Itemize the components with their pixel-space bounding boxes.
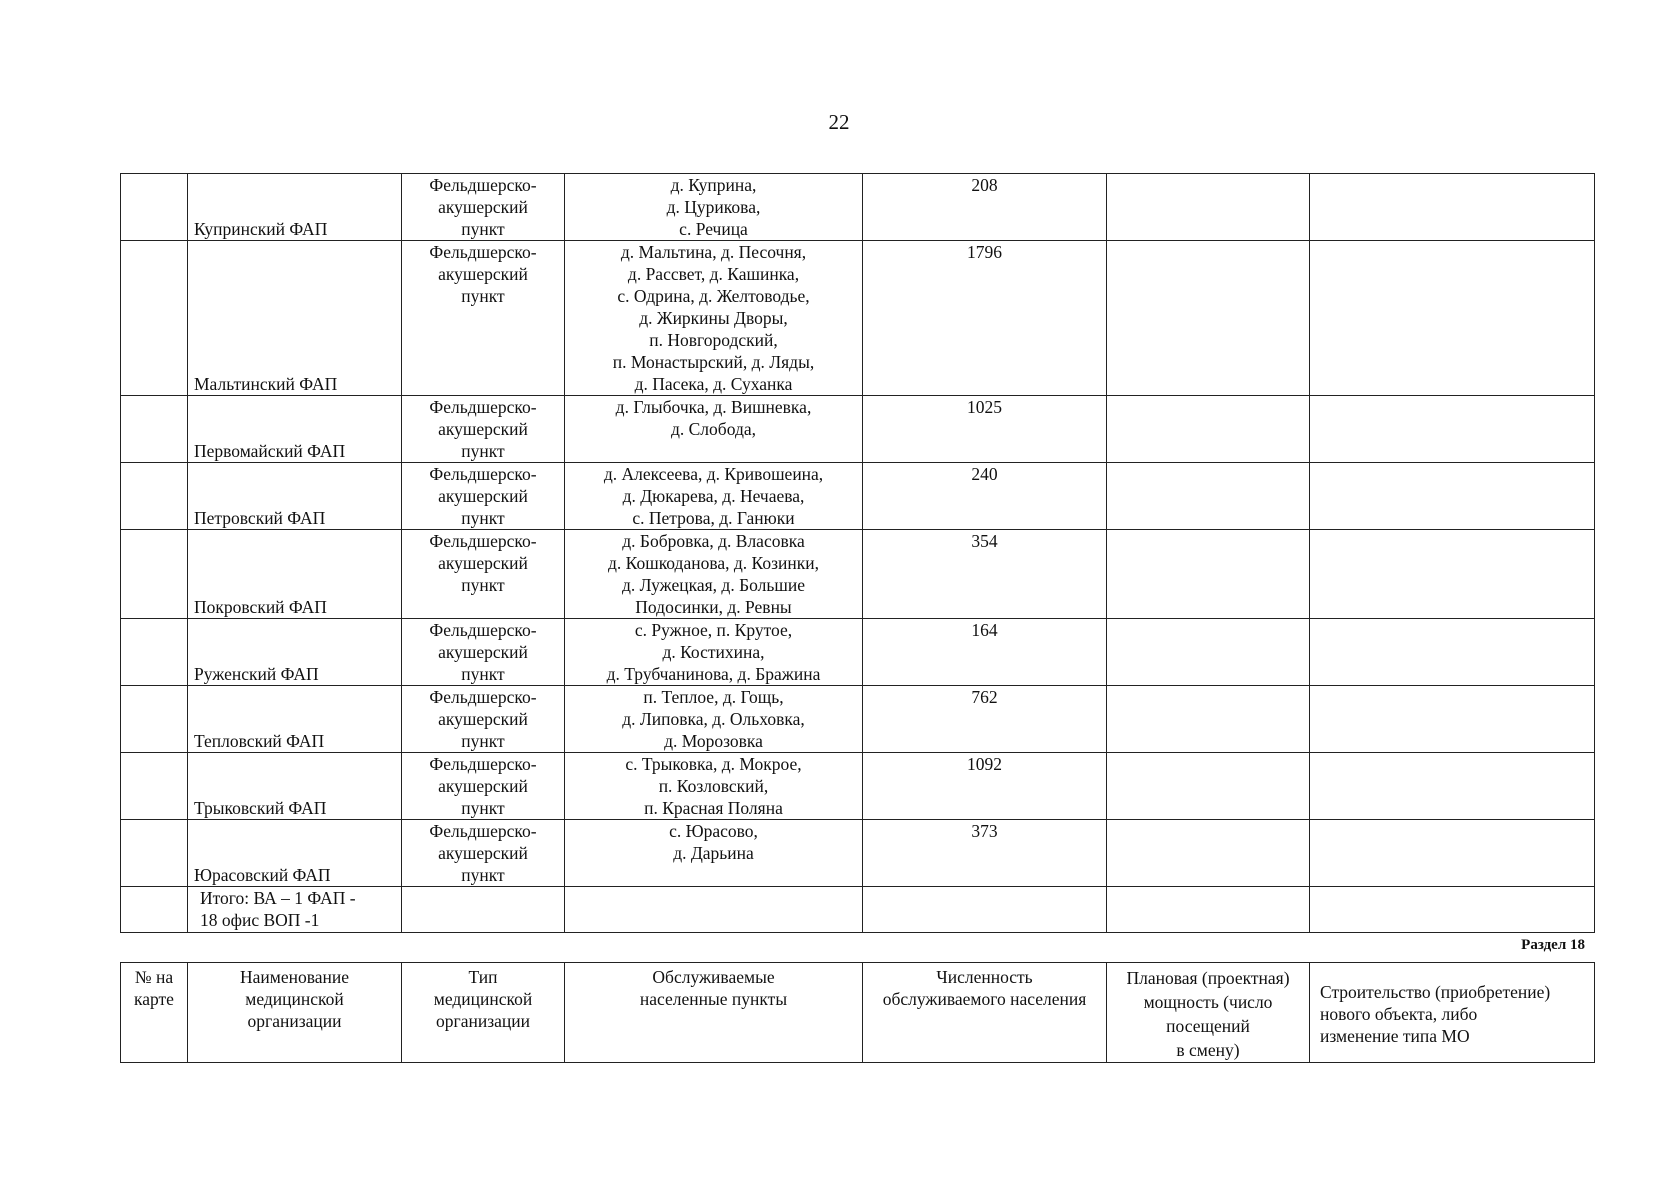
- capacity-cell: [1107, 530, 1310, 619]
- cell-line: д. Жиркины Дворы,: [639, 308, 788, 328]
- map-number-cell: [121, 463, 188, 530]
- cell-line: п. Козловский,: [658, 776, 769, 796]
- served-places-cell: [565, 753, 863, 820]
- table-row: [121, 820, 1595, 887]
- construction-cell: [1310, 530, 1595, 619]
- served-places-cell: [565, 396, 863, 463]
- table-row: [121, 396, 1595, 463]
- table-row: [121, 686, 1595, 753]
- total-empty-cell: [402, 887, 565, 933]
- cell-line: пункт: [461, 441, 505, 461]
- facility-name-cell: Первомайский ФАП: [188, 396, 402, 463]
- cell-line: акушерский: [438, 419, 528, 439]
- table-row: [121, 174, 1595, 241]
- cell-line: Строительство (приобретение): [1320, 982, 1551, 1002]
- facility-name-cell: Тепловский ФАП: [188, 686, 402, 753]
- cell-line: пункт: [461, 865, 505, 885]
- facility-type-cell: [402, 463, 565, 530]
- population-cell: 1025: [863, 396, 1107, 463]
- cell-line: Фельдшерско-: [429, 687, 537, 707]
- table-row: [121, 241, 1595, 396]
- cell-line: Фельдшерско-: [429, 821, 537, 841]
- header-org-name: [188, 963, 402, 1063]
- cell-line: Фельдшерско-: [429, 242, 537, 262]
- capacity-cell: [1107, 174, 1310, 241]
- population-cell: 240: [863, 463, 1107, 530]
- page-number: 22: [828, 110, 850, 134]
- population-cell: 164: [863, 619, 1107, 686]
- cell-line: Фельдшерско-: [429, 464, 537, 484]
- header-construction: [1310, 963, 1595, 1063]
- cell-line: д. Рассвет, д. Кашинка,: [627, 264, 800, 284]
- cell-line: Плановая (проектная): [1126, 968, 1290, 988]
- construction-cell: [1310, 174, 1595, 241]
- capacity-cell: [1107, 463, 1310, 530]
- cell-line: изменение типа МО: [1320, 1026, 1470, 1046]
- cell-line: мощность (число: [1143, 992, 1273, 1012]
- capacity-cell: [1107, 396, 1310, 463]
- cell-line: с. Трыковка, д. Мокрое,: [625, 754, 802, 774]
- cell-line: Подосинки, д. Ревны: [635, 597, 792, 617]
- facility-name-cell: Юрасовский ФАП: [188, 820, 402, 887]
- capacity-cell: [1107, 820, 1310, 887]
- cell-line: Фельдшерско-: [429, 397, 537, 417]
- total-empty-cell: [1107, 887, 1310, 933]
- map-number-cell: [121, 619, 188, 686]
- cell-line: 18 офис ВОП -1: [200, 910, 320, 930]
- population-cell: 208: [863, 174, 1107, 241]
- cell-line: Численность: [936, 967, 1033, 987]
- cell-line: Фельдшерско-: [429, 531, 537, 551]
- map-number-cell: [121, 753, 188, 820]
- header-map-number: [121, 963, 188, 1063]
- header-planned-capacity: [1107, 963, 1310, 1063]
- cell-line: населенные пункты: [639, 989, 788, 1009]
- population-cell: 1796: [863, 241, 1107, 396]
- cell-line: акушерский: [438, 197, 528, 217]
- construction-cell: [1310, 820, 1595, 887]
- served-places-cell: [565, 686, 863, 753]
- facility-type-cell: [402, 530, 565, 619]
- cell-line: с. Ружное, п. Крутое,: [634, 620, 793, 640]
- cell-line: д. Бобровка, д. Власовка: [622, 531, 805, 551]
- total-empty-cell: [863, 887, 1107, 933]
- cell-line: пункт: [461, 286, 505, 306]
- facility-name-cell: Трыковский ФАП: [188, 753, 402, 820]
- total-row: [121, 887, 1595, 933]
- cell-line: карте: [134, 989, 174, 1009]
- cell-line: нового объекта, либо: [1320, 1004, 1478, 1024]
- cell-line: акушерский: [438, 553, 528, 573]
- cell-line: с. Речица: [679, 219, 748, 239]
- total-label-cell: [188, 887, 402, 933]
- cell-line: акушерский: [438, 843, 528, 863]
- map-number-cell: [121, 396, 188, 463]
- total-empty-cell: [121, 887, 188, 933]
- section-header-table: [120, 962, 1595, 1063]
- table-row: [121, 619, 1595, 686]
- cell-line: д. Дюкарева, д. Нечаева,: [622, 486, 805, 506]
- facility-type-cell: [402, 619, 565, 686]
- header-population: [863, 963, 1107, 1063]
- facility-type-cell: [402, 686, 565, 753]
- cell-line: п. Новгородский,: [649, 330, 778, 350]
- cell-line: пункт: [461, 798, 505, 818]
- cell-line: медицинской: [433, 989, 533, 1009]
- map-number-cell: [121, 686, 188, 753]
- cell-line: с. Одрина, д. Желтоводье,: [617, 286, 810, 306]
- header-org-type: [402, 963, 565, 1063]
- cell-line: д. Куприна,: [670, 175, 757, 195]
- cell-line: д. Дарьина: [673, 843, 754, 863]
- capacity-cell: [1107, 619, 1310, 686]
- construction-cell: [1310, 753, 1595, 820]
- cell-line: посещений: [1166, 1016, 1250, 1036]
- construction-cell: [1310, 396, 1595, 463]
- facility-type-cell: [402, 174, 565, 241]
- facility-name-cell: Руженский ФАП: [188, 619, 402, 686]
- cell-line: медицинской: [245, 989, 344, 1009]
- construction-cell: [1310, 619, 1595, 686]
- cell-line: д. Алексеева, д. Кривошеина,: [603, 464, 824, 484]
- facility-name-cell: Покровский ФАП: [188, 530, 402, 619]
- cell-line: д. Мальтина, д. Песочня,: [620, 242, 807, 262]
- served-places-cell: [565, 174, 863, 241]
- cell-line: д. Костихина,: [662, 642, 765, 662]
- cell-line: п. Теплое, д. Гощь,: [643, 687, 784, 707]
- cell-line: пункт: [461, 731, 505, 751]
- cell-line: № на: [134, 967, 174, 987]
- capacity-cell: [1107, 241, 1310, 396]
- table-row: [121, 463, 1595, 530]
- cell-line: акушерский: [438, 642, 528, 662]
- header-row: [121, 963, 1595, 1063]
- facilities-table-body: [121, 174, 1595, 933]
- cell-line: д. Глыбочка, д. Вишневка,: [615, 397, 812, 417]
- cell-line: Фельдшерско-: [429, 754, 537, 774]
- construction-cell: [1310, 241, 1595, 396]
- served-places-cell: [565, 241, 863, 396]
- table-row: [121, 753, 1595, 820]
- served-places-cell: [565, 530, 863, 619]
- cell-line: п. Монастырский, д. Ляды,: [612, 352, 815, 372]
- cell-line: Фельдшерско-: [429, 175, 537, 195]
- cell-line: д. Кошкоданова, д. Козинки,: [608, 553, 819, 573]
- served-places-cell: [565, 820, 863, 887]
- cell-line: с. Петрова, д. Ганюки: [632, 508, 795, 528]
- section-label: Раздел 18: [1521, 937, 1585, 953]
- cell-line: п. Красная Поляна: [644, 798, 783, 818]
- total-empty-cell: [565, 887, 863, 933]
- cell-line: д. Пасека, д. Суханка: [634, 374, 793, 394]
- population-cell: 1092: [863, 753, 1107, 820]
- cell-line: акушерский: [438, 776, 528, 796]
- map-number-cell: [121, 820, 188, 887]
- population-cell: 354: [863, 530, 1107, 619]
- cell-line: пункт: [461, 575, 505, 595]
- cell-line: пункт: [461, 664, 505, 684]
- cell-line: пункт: [461, 219, 505, 239]
- facility-type-cell: [402, 753, 565, 820]
- cell-line: д. Слобода,: [670, 419, 756, 439]
- cell-line: д. Липовка, д. Ольховка,: [622, 709, 805, 729]
- capacity-cell: [1107, 753, 1310, 820]
- cell-line: д. Трубчанинова, д. Бражина: [606, 664, 821, 684]
- cell-line: с. Юрасово,: [669, 821, 758, 841]
- capacity-cell: [1107, 686, 1310, 753]
- population-cell: 762: [863, 686, 1107, 753]
- facility-name-cell: Купринский ФАП: [188, 174, 402, 241]
- cell-line: в смену): [1176, 1040, 1240, 1060]
- cell-line: д. Цурикова,: [666, 197, 761, 217]
- cell-line: Итого: ВА – 1 ФАП -: [200, 888, 356, 908]
- cell-line: д. Лужецкая, д. Большие: [622, 575, 805, 595]
- population-cell: 373: [863, 820, 1107, 887]
- facility-type-cell: [402, 820, 565, 887]
- served-places-cell: [565, 463, 863, 530]
- facility-name-cell: Петровский ФАП: [188, 463, 402, 530]
- cell-line: организации: [247, 1011, 342, 1031]
- served-places-cell: [565, 619, 863, 686]
- facility-name-cell: Мальтинский ФАП: [188, 241, 402, 396]
- facility-type-cell: [402, 241, 565, 396]
- cell-line: акушерский: [438, 486, 528, 506]
- table-row: [121, 530, 1595, 619]
- facilities-table: [120, 173, 1595, 933]
- cell-line: Тип: [468, 967, 498, 987]
- cell-line: акушерский: [438, 264, 528, 284]
- cell-line: д. Морозовка: [664, 731, 763, 751]
- cell-line: пункт: [461, 508, 505, 528]
- map-number-cell: [121, 241, 188, 396]
- construction-cell: [1310, 686, 1595, 753]
- total-empty-cell: [1310, 887, 1595, 933]
- map-number-cell: [121, 174, 188, 241]
- cell-line: Фельдшерско-: [429, 620, 537, 640]
- cell-line: обслуживаемого населения: [882, 989, 1087, 1009]
- facility-type-cell: [402, 396, 565, 463]
- map-number-cell: [121, 530, 188, 619]
- header-served-places: [565, 963, 863, 1063]
- construction-cell: [1310, 463, 1595, 530]
- cell-line: Наименование: [239, 967, 350, 987]
- cell-line: Обслуживаемые: [652, 967, 775, 987]
- cell-line: организации: [436, 1011, 530, 1031]
- cell-line: акушерский: [438, 709, 528, 729]
